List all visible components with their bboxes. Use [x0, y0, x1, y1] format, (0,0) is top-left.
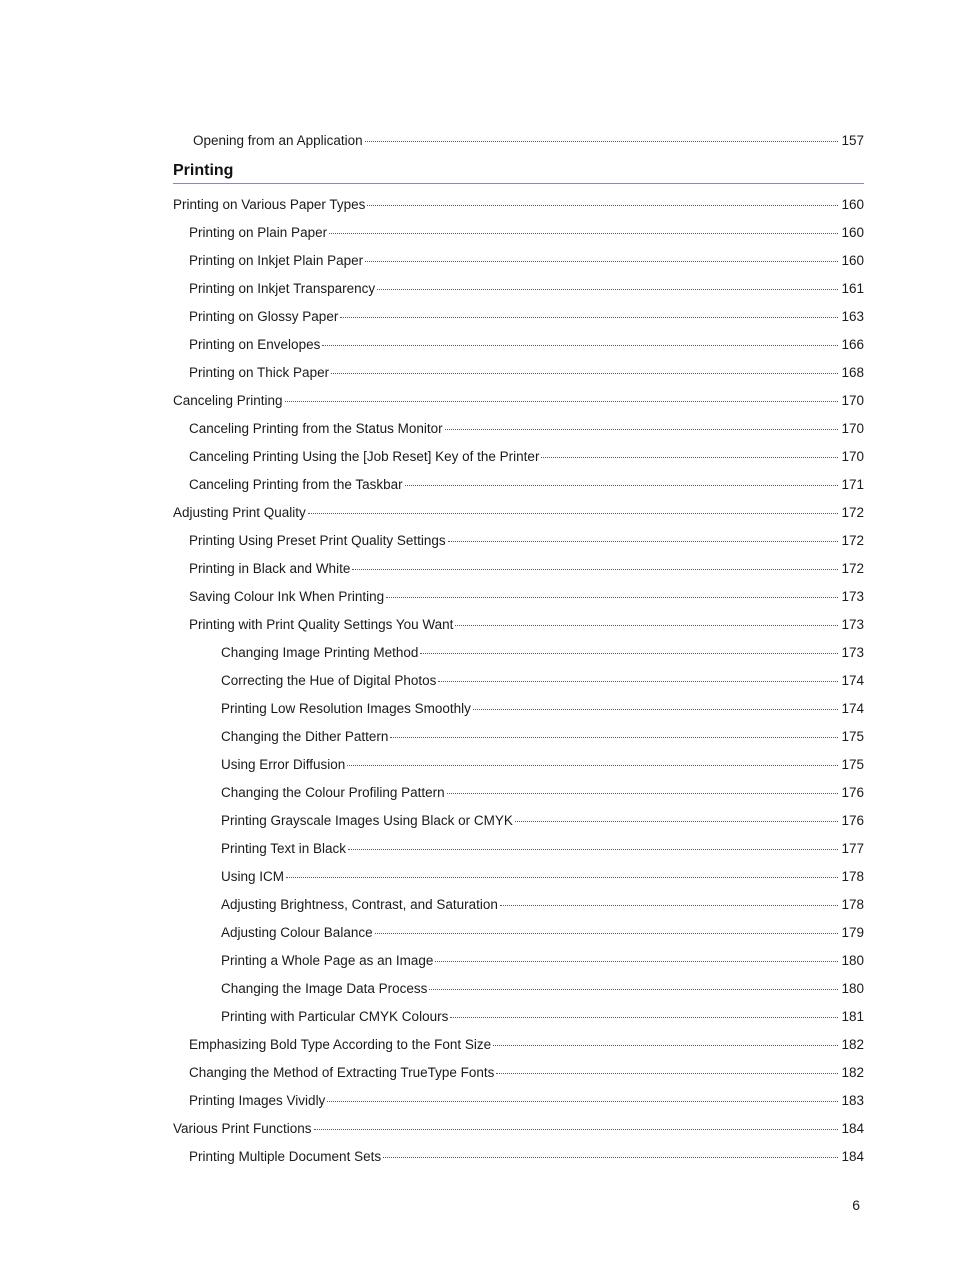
- toc-entry[interactable]: [173, 894, 864, 922]
- toc-entry-page: 173: [841, 617, 864, 632]
- toc-entry[interactable]: [173, 922, 864, 950]
- toc-entry-title: Emphasizing Bold Type According to the Font Size: [189, 1037, 492, 1052]
- toc-entry[interactable]: [173, 306, 864, 334]
- toc-entry[interactable]: [173, 1062, 864, 1090]
- toc-entry-page: 183: [841, 1093, 864, 1108]
- dot-leader: [377, 289, 838, 290]
- toc-entry-title: Printing Text in Black: [221, 841, 347, 856]
- toc-entry-title: Saving Colour Ink When Printing: [189, 589, 385, 604]
- dot-leader: [541, 457, 838, 458]
- toc-entry-page: 173: [841, 645, 864, 660]
- toc-entry-page: 184: [841, 1121, 864, 1136]
- toc-entry-page: 181: [841, 1009, 864, 1024]
- dot-leader: [455, 625, 838, 626]
- footer-page-number: 6: [852, 1197, 860, 1213]
- toc-entry-title: Printing on Thick Paper: [189, 365, 330, 380]
- toc-entry-title: Printing Images Vividly: [189, 1093, 326, 1108]
- toc-entry-page: 176: [841, 785, 864, 800]
- dot-leader: [448, 541, 839, 542]
- toc-entry-title: Printing on Envelopes: [189, 337, 321, 352]
- toc-entry[interactable]: [173, 838, 864, 866]
- toc-entry-page: 173: [841, 589, 864, 604]
- toc-entry-title: Changing Image Printing Method: [221, 645, 419, 660]
- toc-entry-title: Printing with Print Quality Settings You Want: [189, 617, 454, 632]
- dot-leader: [386, 597, 838, 598]
- toc-entry[interactable]: [173, 530, 864, 558]
- toc-entry-title: Adjusting Print Quality: [173, 505, 306, 520]
- toc-entry[interactable]: [173, 670, 864, 698]
- dot-leader: [314, 1129, 839, 1130]
- toc-entry-page: 163: [841, 309, 864, 324]
- dot-leader: [365, 141, 839, 142]
- dot-leader: [429, 989, 838, 990]
- toc-entry-title: Printing on Various Paper Types: [173, 197, 366, 212]
- toc-entry-title: Printing Using Preset Print Quality Settings: [189, 533, 446, 548]
- toc-entry[interactable]: [173, 614, 864, 642]
- dot-leader: [285, 401, 839, 402]
- toc-entry[interactable]: [173, 866, 864, 894]
- toc-entry-page: 184: [841, 1149, 864, 1164]
- toc-entry-title: Printing on Plain Paper: [189, 225, 328, 240]
- toc-entry-title: Adjusting Brightness, Contrast, and Saturation: [221, 897, 498, 912]
- toc-entry-title: Various Print Functions: [173, 1121, 312, 1136]
- toc-entry[interactable]: [173, 130, 864, 158]
- dot-leader: [331, 373, 838, 374]
- toc-entry-title: Correcting the Hue of Digital Photos: [221, 673, 437, 688]
- toc-entry-page: 180: [841, 981, 864, 996]
- toc-entry-page: 160: [841, 197, 864, 212]
- dot-leader: [286, 877, 838, 878]
- toc-entry-page: 172: [841, 561, 864, 576]
- dot-leader: [496, 1073, 838, 1074]
- dot-leader: [352, 569, 838, 570]
- toc-entry-title: Using Error Diffusion: [221, 757, 346, 772]
- toc-list: [173, 194, 864, 1174]
- toc-entry-page: 182: [841, 1065, 864, 1080]
- toc-entry[interactable]: [173, 810, 864, 838]
- toc-entry-title: Canceling Printing Using the [Job Reset] Key of the Printer: [189, 449, 540, 464]
- dot-leader: [347, 765, 838, 766]
- toc-entry-title: Printing Low Resolution Images Smoothly: [221, 701, 471, 716]
- dot-leader: [447, 793, 839, 794]
- toc-entry-title: Changing the Colour Profiling Pattern: [221, 785, 445, 800]
- dot-leader: [329, 233, 838, 234]
- toc-entry[interactable]: [173, 950, 864, 978]
- toc-entry-page: 170: [841, 393, 864, 408]
- toc-entry[interactable]: [173, 726, 864, 754]
- toc-entry-page: 177: [841, 841, 864, 856]
- toc-entry[interactable]: [173, 222, 864, 250]
- toc-entry[interactable]: [173, 978, 864, 1006]
- toc-entry-page: 174: [841, 701, 864, 716]
- dot-leader: [375, 933, 839, 934]
- toc-entry-title: Printing on Inkjet Plain Paper: [189, 253, 364, 268]
- toc-entry-page: 171: [841, 477, 864, 492]
- toc-entry-page: 174: [841, 673, 864, 688]
- toc-entry[interactable]: [173, 474, 864, 502]
- toc-entry[interactable]: [173, 390, 864, 418]
- section-heading: Printing: [173, 160, 864, 184]
- dot-leader: [383, 1157, 838, 1158]
- dot-leader: [308, 513, 839, 514]
- toc-entry-title: Adjusting Colour Balance: [221, 925, 373, 940]
- toc-entry[interactable]: [173, 194, 864, 222]
- toc-entry-page: 179: [841, 925, 864, 940]
- toc-entry-page: 166: [841, 337, 864, 352]
- toc-entry-page: 172: [841, 505, 864, 520]
- dot-leader: [390, 737, 838, 738]
- toc-entry-page: 175: [841, 729, 864, 744]
- dot-leader: [327, 1101, 838, 1102]
- dot-leader: [445, 429, 839, 430]
- toc-entry[interactable]: [173, 278, 864, 306]
- dot-leader: [420, 653, 838, 654]
- dot-leader: [365, 261, 838, 262]
- toc-entry-page: 160: [841, 253, 864, 268]
- toc-entry-page: 180: [841, 953, 864, 968]
- toc-entry-title: Changing the Method of Extracting TrueType Fonts: [189, 1065, 495, 1080]
- toc-entry-page: 161: [841, 281, 864, 296]
- toc-entry[interactable]: [173, 334, 864, 362]
- toc-entry[interactable]: [173, 558, 864, 586]
- dot-leader: [348, 849, 838, 850]
- dot-leader: [450, 1017, 838, 1018]
- toc-entry-page: 178: [841, 869, 864, 884]
- toc-entry-page: 172: [841, 533, 864, 548]
- toc-entry-page: 168: [841, 365, 864, 380]
- toc-entry[interactable]: [173, 782, 864, 810]
- dot-leader: [405, 485, 839, 486]
- dot-leader: [438, 681, 838, 682]
- toc-entry[interactable]: [173, 362, 864, 390]
- toc-entry-title: Printing with Particular CMYK Colours: [221, 1009, 449, 1024]
- toc-entry-title: Using ICM: [221, 869, 285, 884]
- dot-leader: [493, 1045, 838, 1046]
- toc-entry-title: Printing Grayscale Images Using Black or CMYK: [221, 813, 513, 828]
- toc-entry-title: Canceling Printing from the Taskbar: [189, 477, 403, 492]
- toc-entry[interactable]: [173, 502, 864, 530]
- toc-entry[interactable]: [173, 418, 864, 446]
- dot-leader: [500, 905, 839, 906]
- toc-entry[interactable]: [173, 754, 864, 782]
- toc-entry-page: 160: [841, 225, 864, 240]
- toc-entry[interactable]: [173, 642, 864, 670]
- toc-entry[interactable]: [173, 1118, 864, 1146]
- toc-entry-title: Changing the Dither Pattern: [221, 729, 389, 744]
- toc-entry-page: 170: [841, 421, 864, 436]
- toc-entry[interactable]: [173, 1034, 864, 1062]
- dot-leader: [322, 345, 838, 346]
- dot-leader: [340, 317, 838, 318]
- toc-entry-title: Printing in Black and White: [189, 561, 351, 576]
- toc-entry[interactable]: [173, 1146, 864, 1174]
- toc-entry-title: Opening from an Application: [193, 133, 363, 148]
- toc-entry[interactable]: [173, 1006, 864, 1034]
- toc-entry-page: 157: [841, 133, 864, 148]
- toc-top-entry-block: [173, 130, 864, 158]
- toc-entry-title: Printing on Inkjet Transparency: [189, 281, 376, 296]
- toc-entry[interactable]: [173, 586, 864, 614]
- dot-leader: [367, 205, 838, 206]
- dot-leader: [515, 821, 839, 822]
- toc-entry-page: 170: [841, 449, 864, 464]
- toc-entry-page: 176: [841, 813, 864, 828]
- dot-leader: [435, 961, 838, 962]
- toc-entry-page: 175: [841, 757, 864, 772]
- toc-entry-title: Canceling Printing: [173, 393, 283, 408]
- toc-entry-title: Printing a Whole Page as an Image: [221, 953, 434, 968]
- toc-entry-title: Canceling Printing from the Status Monitor: [189, 421, 443, 436]
- toc-entry-page: 182: [841, 1037, 864, 1052]
- toc-entry-title: Changing the Image Data Process: [221, 981, 428, 996]
- toc-entry-page: 178: [841, 897, 864, 912]
- toc-entry[interactable]: [173, 250, 864, 278]
- toc-entry-title: Printing on Glossy Paper: [189, 309, 339, 324]
- toc-entry[interactable]: [173, 1090, 864, 1118]
- toc-entry[interactable]: [173, 446, 864, 474]
- toc-entry-title: Printing Multiple Document Sets: [189, 1149, 382, 1164]
- toc-entry[interactable]: [173, 698, 864, 726]
- dot-leader: [473, 709, 839, 710]
